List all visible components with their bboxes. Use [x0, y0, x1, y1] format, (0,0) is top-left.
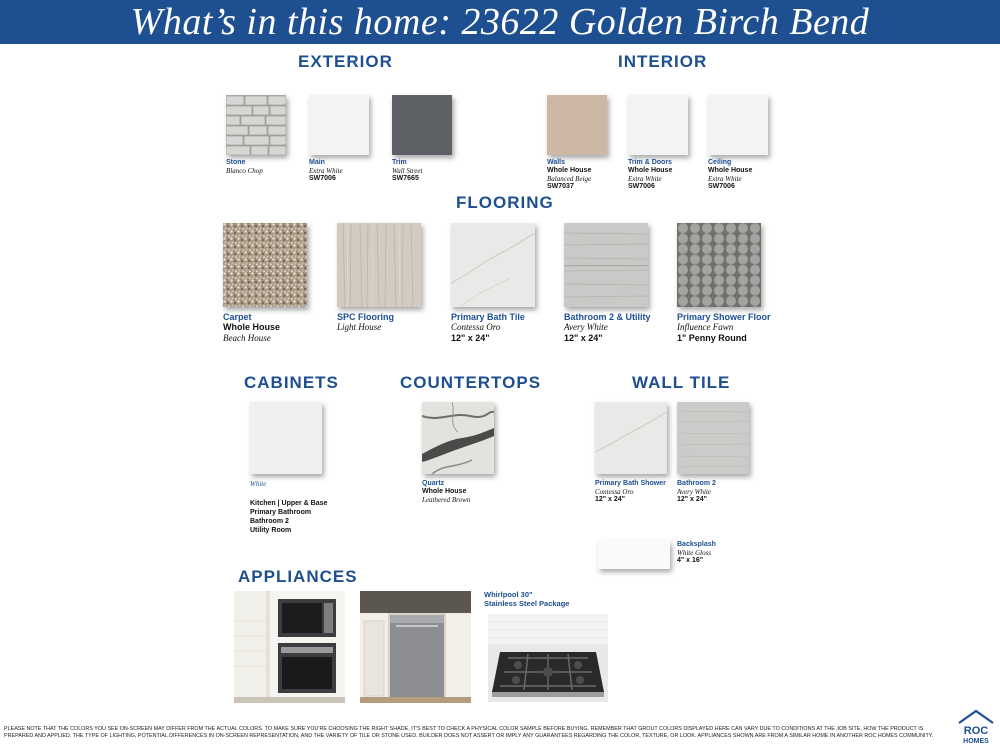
walls-caption: Walls Whole House Balanced Beige SW7037 [547, 159, 592, 191]
section-title-cabinets: CABINETS [244, 373, 339, 392]
stone-caption: Stone Blanco Chop [226, 159, 263, 176]
ceiling-swatch [708, 95, 768, 155]
dishwasher-photo [360, 591, 471, 703]
spc-flooring-caption: SPC Flooring Light House [337, 312, 394, 333]
main-caption: Main Extra White SW7006 [309, 159, 343, 183]
trim-swatch [392, 95, 452, 155]
carpet-swatch [223, 223, 307, 307]
primary-bath-tile-caption: Primary Bath Tile Contessa Oro 12" x 24" [451, 312, 525, 343]
primary-bath-shower-caption: Primary Bath Shower Contessa Oro 12" x 24" [595, 480, 666, 504]
walls-swatch [547, 95, 607, 155]
section-title-wall-tile: WALL TILE [632, 373, 731, 392]
section-title-countertops: COUNTERTOPS [400, 373, 542, 392]
backsplash-swatch [598, 541, 670, 569]
gas-cooktop-photo [488, 614, 608, 702]
primary-bath-tile-swatch [451, 223, 535, 307]
cabinet-caption: White [250, 480, 267, 488]
spc-flooring-swatch [337, 223, 421, 307]
quartz-caption: Quartz Whole House Leathered Brown [422, 480, 471, 505]
primary-bath-shower-tile-swatch [595, 402, 667, 474]
cabinet-locations: Kitchen | Upper & Base Primary Bathroom Bathroom 2 Utility Room [250, 500, 328, 535]
section-title-exterior: EXTERIOR [298, 52, 393, 71]
trim-doors-swatch [628, 95, 688, 155]
trim-caption: Trim Wall Street SW7665 [392, 159, 423, 183]
backsplash-caption: Backsplash White Gloss 4" x 16" [677, 541, 716, 565]
logo-line-2: HOMES [963, 738, 989, 745]
section-title-flooring: FLOORING [456, 193, 554, 212]
title-banner [0, 0, 1000, 44]
quartz-swatch [422, 402, 494, 474]
bathroom-2-wall-tile-caption: Bathroom 2 Avery White 12" x 24" [677, 480, 716, 504]
trim-doors-caption: Trim & Doors Whole House Extra White SW7006 [628, 159, 673, 191]
disclaimer-text: PLEASE NOTE THAT THE COLORS YOU SEE ON-SCREEN MAY DIFFER FROM THE ACTUAL COLORS. TO MAKE SURE YOU'RE CHOOSING THE RIGHT SHADE, IT'S BEST TO CHECK A PHYSICAL COLOR SAMPLE BEFORE BUYING. REMEMBER THAT GROUT COLORS DISPLAYED HERE CAN VARY DUE TO CONDITIONS AT THE JOB SITE, HOW THE PRODUCT IS PREPARED AND APPLIED, THE TYPE OF LIGHTING, POTENTIAL DIFFERENCES IN ON-SCREEN REPRESENTATION, AND THE VARIETY OF TILE OR STONE USED. BUILDER DOES NOT ASSERT OR IMPLY ANY GUARANTEES REGARDING THE COLOR, TEXTURE, OR LOOK. APPLIANCES SHOWN ARE FROM A SIMILAR HOME IN ANOTHER ROC HOMES COMMUNITY. [4, 726, 934, 740]
roc-homes-logo [956, 706, 996, 746]
primary-shower-floor-caption: Primary Shower Floor Influence Fawn 1" Penny Round [677, 312, 771, 343]
section-title-appliances: APPLIANCES [238, 567, 358, 586]
appliance-package-caption: Whirlpool 30" Stainless Steel Package [484, 590, 570, 608]
cabinet-swatch [250, 402, 322, 474]
bathroom-2-utility-caption: Bathroom 2 & Utility Avery White 12" x 24" [564, 312, 651, 343]
page-title: What’s in this home: 23622 Golden Birch Bend [130, 1, 870, 43]
logo-line-1: ROC [963, 725, 989, 737]
section-title-interior: INTERIOR [618, 52, 708, 71]
stone-swatch [226, 95, 286, 155]
bathroom-2-utility-tile-swatch [564, 223, 648, 307]
ceiling-caption: Ceiling Whole House Extra White SW7006 [708, 159, 753, 191]
carpet-caption: Carpet Whole House Beach House [223, 312, 281, 343]
bathroom-2-wall-tile-swatch [677, 402, 749, 474]
primary-shower-floor-swatch [677, 223, 761, 307]
main-swatch [309, 95, 369, 155]
wall-oven-microwave-photo [234, 591, 345, 703]
